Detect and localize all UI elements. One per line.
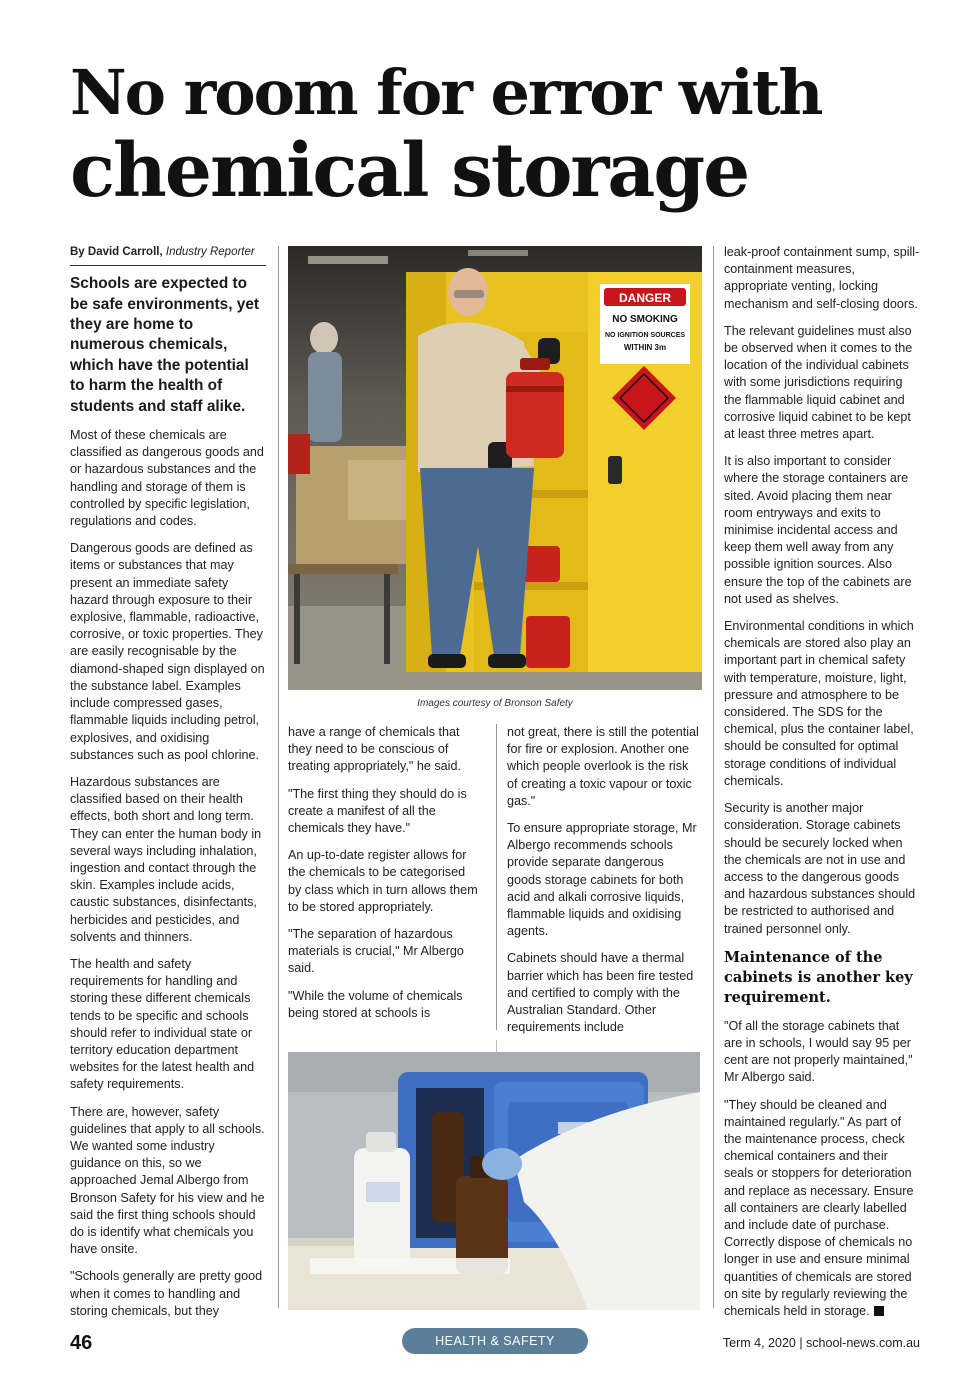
article-column-3 xyxy=(507,724,701,1046)
paragraph: "The first thing they should do is create a manifest of all the chemicals they have." xyxy=(288,786,467,836)
paragraph: Cabinets should have a thermal barrier which has been fire tested and certified to comply with the Australian Standard. Other requirements include xyxy=(507,951,694,1035)
paragraph: Security is another major consideration. Storage cabinets should be securely locked when the chemicals are not in use and access to the dangerous goods and hazardous substances should be restricted to authorised and trained personnel only. xyxy=(724,801,916,936)
article-column-2 xyxy=(288,724,478,1032)
sign-danger-text: DANGER xyxy=(618,291,672,305)
headline-line-2: chemical storage xyxy=(70,128,749,214)
article-column-1 xyxy=(70,244,266,1330)
column-divider xyxy=(496,724,497,1030)
paragraph: The health and safety requirements for handling and storing these different chemicals tends to be specific and schools should refer to individual state or territory education department websites for the latest health and safety requirements. xyxy=(70,956,255,1092)
paragraph: To ensure appropriate storage, Mr Albergo recommends schools provide separate dangerous goods storage cabinets for both acid and alkali corrosive liquids, flammable liquids and oxidising agents. xyxy=(507,821,697,939)
headline xyxy=(70,56,910,212)
lead-paragraph: Schools are expected to be safe environments, yet they are home to numerous chemicals, which have the potential to harm the health of students and staff alike. xyxy=(70,275,260,415)
photo-caption: Images courtesy of Bronson Safety xyxy=(417,698,573,709)
paragraph: "The separation of hazardous materials is crucial," Mr Albergo said. xyxy=(288,927,464,976)
paragraph: Environmental conditions in which chemicals are stored also play an important part in chemical safety with temperature, moisture, light, pressure and atmosphere to be considered. The SDS for the chemical, plus the container label, should be consulted for optimal storage conditions of individual chemicals. xyxy=(724,619,914,788)
column-divider xyxy=(278,246,279,1308)
paragraph: "Schools generally are pretty good when it comes to handling and storing chemicals, but they xyxy=(70,1269,263,1318)
sign-text-line-1: NO SMOKING xyxy=(612,314,678,325)
photo-flammables-cabinet xyxy=(288,246,702,690)
column-divider xyxy=(713,246,714,1308)
paragraph: There are, however, safety guidelines that apply to all schools. We wanted some industry guidance on this, so we approached Jemal Albergo from Bronson Safety for his view and he said the first thing schools should do is identify what chemicals you have onsite. xyxy=(70,1104,265,1257)
paragraph: Hazardous substances are classified based on their health effects, both short and long term. They can enter the human body in several ways including inhalation, ingestion and contact through the skin. Examples include acids, caustic substances, disinfectants, herbicides and pesticides, and solvents and thinners. xyxy=(70,774,262,944)
paragraph: not great, there is still the potential for fire or explosion. Another one which people overlook is the risk of creating a toxic vapour or toxic gas." xyxy=(507,725,699,808)
article-column-4 xyxy=(724,244,920,1330)
paragraph: An up-to-date register allows for the chemicals to be categorised by class which in turn allows them to be stored appropriately. xyxy=(288,848,478,914)
paragraph: The relevant guidelines must also be observed when it comes to the location of the individual cabinets with some jurisdictions requiring the flammable liquid cabinet and corrosive liquid cabinet to be kept at least three metres apart. xyxy=(724,323,913,442)
paragraph: It is also important to consider where the storage containers are sited. Avoid placing them near room entryways and exits to minimise incidental access and keep them well away from any possible ignition sources. Also ensure the top of the cabinets are not used as shelves. xyxy=(724,454,912,606)
photo-illustration xyxy=(288,246,702,690)
paragraph: have a range of chemicals that they need to be conscious of treating appropriately," he said. xyxy=(288,725,461,774)
photo-illustration xyxy=(288,1052,700,1310)
end-mark-icon xyxy=(874,1306,884,1316)
paragraph: "Of all the storage cabinets that are in schools, I would say 95 per cent are not properly maintained," Mr Albergo said. xyxy=(724,1018,913,1085)
byline xyxy=(70,244,266,266)
paragraph: Most of these chemicals are classified as dangerous goods and or hazardous substances and the handling and storage of them is controlled by specific legislation, regulations and codes. xyxy=(70,428,264,529)
photo-corrosives-cabinet xyxy=(288,1052,700,1310)
paragraph: Dangerous goods are defined as items or substances that may present an immediate safety hazard through exposure to their explosive, flammable, radioactive, corrosive, or toxic properties. They are easily recognisable by the diamond-shaped sign displayed on the substance label. Examples include compressed gases, flammable liquids including petrol, explosives, and oxidising substances such as pool chlorine. xyxy=(70,541,265,762)
subheading: Maintenance of the cabinets is another key requirement. xyxy=(724,948,913,1006)
sign-text-line-2: NO IGNITION SOURCES xyxy=(604,332,686,339)
byline-role: Industry Reporter xyxy=(165,246,255,258)
folio: Term 4, 2020 | school-news.com.au xyxy=(722,1336,920,1350)
page-number: 46 xyxy=(70,1332,93,1354)
section-label: HEALTH & SAFETY xyxy=(402,1328,588,1354)
sign-text-line-3: WITHIN 3m xyxy=(623,343,667,352)
byline-author: By David Carroll, xyxy=(70,246,163,258)
headline-line-1: No room for error with xyxy=(70,56,822,129)
paragraph: leak-proof containment sump, spill-containment measures, appropriate venting, locking mechanism and self-closing doors. xyxy=(724,245,920,311)
paragraph-text: "They should be cleaned and maintained regularly." As part of the maintenance process, check chemical containers and their seals or stoppers for deterioration and replace as necessary. Ensure all containers are clearly labelled and include date of purchase. Correctly dispose of chemicals no longer in use and ensure minimal quantities of chemicals are stored on site by regularly reviewing the chemicals held in storage. xyxy=(724,1097,914,1318)
paragraph xyxy=(724,1097,920,1321)
paragraph: "While the volume of chemicals being stored at schools is xyxy=(288,988,463,1020)
